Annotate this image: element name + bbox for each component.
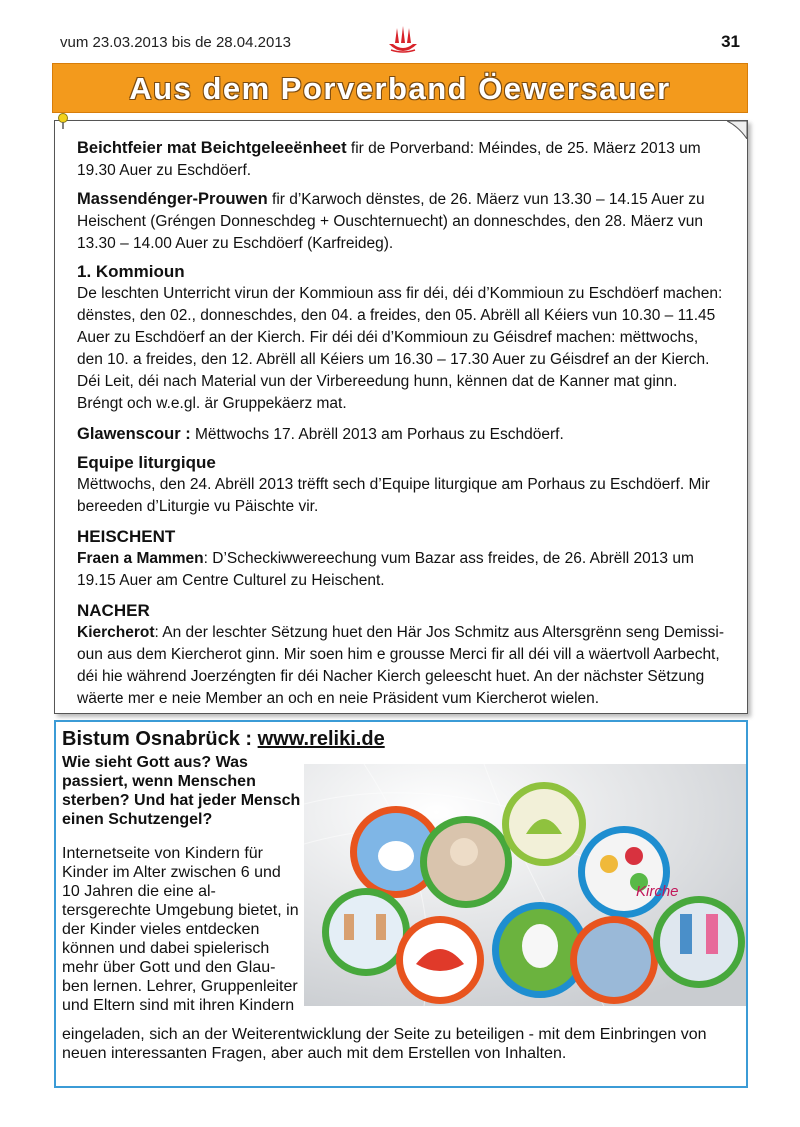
nacher-title: NACHER — [77, 601, 150, 620]
heischent-title: HEISCHENT — [77, 527, 176, 546]
parish-logo-icon — [385, 24, 421, 58]
heischent-subtitle: Fraen a Mammen — [77, 550, 204, 567]
notice-nacher — [77, 600, 727, 710]
notice-content — [77, 137, 727, 718]
bistum-box — [54, 720, 748, 1088]
notice-beicht — [77, 137, 727, 182]
notice-heischent — [77, 526, 727, 592]
heischent-text: : D’Scheckiwwereechung vum Bazar ass freides, de 26. Abrëll 2013 um 19.15 Auer am Centre Culturel zu Heischent. — [77, 550, 694, 589]
bistum-description: Internetseite von Kindern für Kinder im Alter zwischen 6 und 10 Jahren die eine al-tersgerechte Umgebung bietet, in der Kinder vieles entdecken können und dabei spielerisch mehr über Gott und den Glau-ben lernen. Lehrer, Gruppenleiter und Eltern sind mit ihren Kindern — [62, 845, 299, 1014]
kommioun-title: 1. Kommioun — [77, 262, 185, 281]
page-curl-icon — [727, 119, 749, 139]
kirche-label: Kirche — [636, 883, 679, 900]
bistum-title-prefix: Bistum Osnabrück : — [62, 728, 258, 750]
notice-glawenscour — [77, 423, 727, 446]
page-header — [60, 30, 740, 54]
bistum-questions: Wie sieht Gott aus? Was passiert, wenn Menschen sterben? Und hat jeder Mensch einen Schutzengel? — [62, 754, 301, 828]
glawenscour-title: Glawenscour : — [77, 425, 191, 443]
equipe-title: Equipe liturgique — [77, 453, 216, 472]
bistum-continuation: eingeladen, sich an der Weiterentwicklung der Seite zu beteiligen - mit dem Einbringen von neuen interessanten Fragen, aber auch mit dem Erstellen von Inhalten. — [62, 1026, 707, 1062]
banner-title: Aus dem Porverband Öewersauer — [129, 71, 671, 106]
beicht-text: fir de Porverband: Méindes, de 25. Mäerz 2013 um 19.30 Auer zu Eschdöerf. — [77, 140, 701, 179]
notice-massen — [77, 188, 727, 255]
massen-title: Massendénger-Prouwen — [77, 190, 268, 208]
beicht-title: Beichtfeier mat Beichtgeleeënheet — [77, 139, 347, 157]
reliki-collage-image — [304, 764, 746, 1006]
nacher-text: : An der leschter Sëtzung huet den Här Jos Schmitz aus Altersgrënn seng Demissi-oun aus dem Kiercherot ginn. Mir soen him e grousse Merci fir all déi vill a wäertvoll Aarbecht, déi hie während Joerzéngten fir déi Nacher Kierch geleescht huet. An der nächster Sëtzung wäerte mer e neie Member an och en neie Präsident vum Kiercherot wielen. — [77, 624, 725, 707]
notice-equipe — [77, 452, 727, 518]
section-banner — [52, 63, 748, 113]
date-range: vum 23.03.2013 bis de 28.04.2013 — [60, 34, 292, 51]
glawenscour-text: Mëttwochs 17. Abrëll 2013 am Porhaus zu Eschdöerf. — [190, 426, 564, 443]
page-number: 31 — [721, 32, 740, 51]
reliki-link[interactable]: www.reliki.de — [257, 728, 385, 750]
nacher-subtitle: Kiercherot — [77, 624, 155, 641]
equipe-text: Mëttwochs, den 24. Abrëll 2013 trëfft sech d’Equipe liturgique am Porhaus zu Eschdöerf. Mir bereeden d’Liturgie vu Päischte vir. — [77, 476, 710, 515]
massen-text: fir d’Karwoch dënstes, de 26. Mäerz vun 13.30 – 14.15 Auer zu Heischent (Gréngen Donneschdeg + Ouschternuecht) an donneschdes, den 28. Mäerz vun 13.30 – 14.00 Auer zu Eschdöerf (Karfreideg). — [77, 191, 705, 252]
bistum-title — [62, 728, 385, 751]
notice-board — [54, 120, 748, 714]
kommioun-text: De leschten Unterricht virun der Kommioun ass fir déi, déi d’Kommioun zu Eschdöerf machen: dënstes, den 02., donneschdes, den 04. a freides, den 05. Abrëll all Kéiers vun 10.30 – 11.45 Auer zu Eschdöerf an der Kierch. Fir déi déi d’Kommioun zu Géisdref machen: mëttwochs, den 10. a freides, den 12. Abrëll all Kéiers um 16.30 – 17.30 Auer zu Géisdref an der Kierch. Déi Leit, déi nach Material vun der Virbereedung hunn, kënnen dat de Kanner mat ginn. Bréngt och w.e.gl. är Gruppekäerz mat. — [77, 285, 723, 412]
pin-icon — [57, 113, 69, 129]
notice-kommioun — [77, 261, 727, 415]
